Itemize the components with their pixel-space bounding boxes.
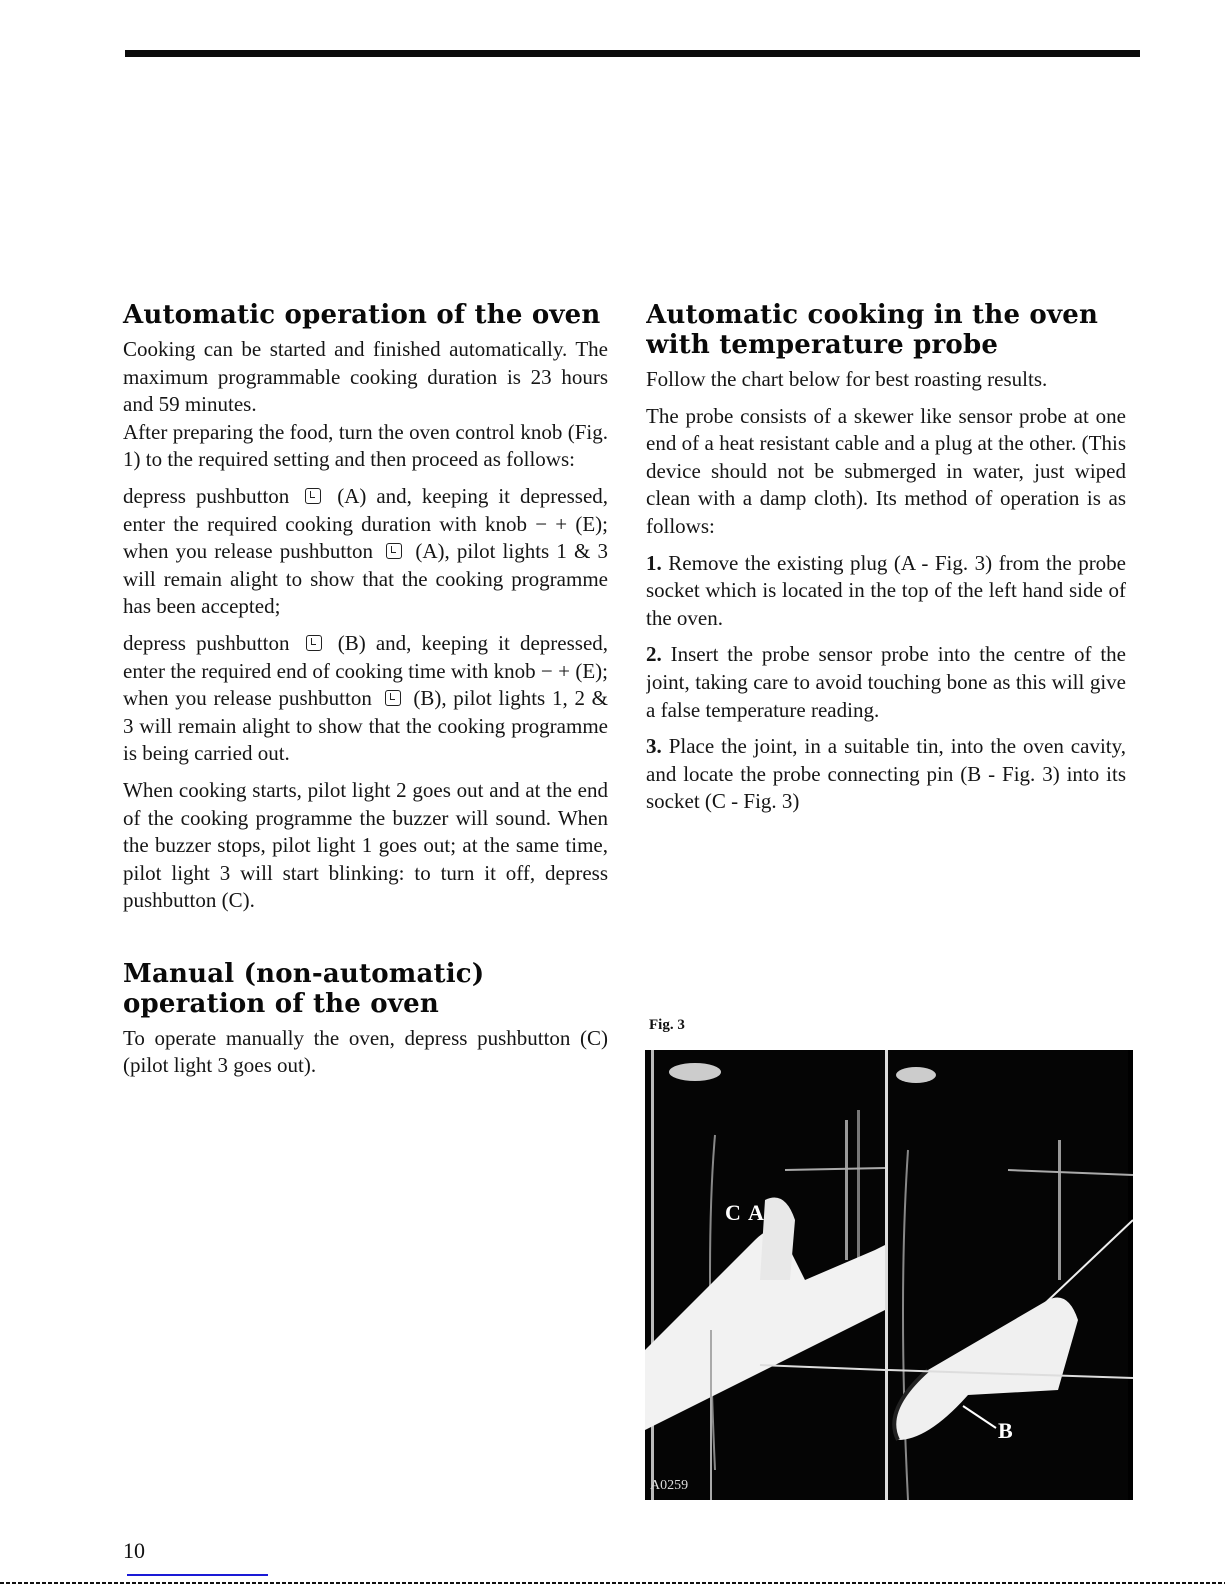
heading-automatic-operation: Automatic operation of the oven <box>123 300 601 330</box>
numbered-step <box>646 550 1126 633</box>
step-paragraph <box>123 630 608 768</box>
photo-left-illustration <box>645 1050 885 1500</box>
step-text: (A) and, keeping it depressed, enter the required cooking duration with knob − + (E); when you release pushbutton <box>123 483 609 564</box>
step-text: (A), pilot lights 1 & 3 will remain alight to show that the cooking programme has been accepted; <box>123 539 609 619</box>
heading-temperature-probe: Automatic cooking in the oven with temperature probe <box>646 300 1099 360</box>
heading-manual-operation: Manual (non-automatic) operation of the oven <box>123 958 485 1019</box>
bottom-border <box>0 1582 1225 1584</box>
callout-b: B <box>998 1418 1013 1443</box>
paragraph: Follow the chart below for best roasting results. <box>646 367 1048 391</box>
step-paragraph <box>123 483 608 621</box>
step-text: Place the joint, in a suitable tin, into the oven cavity, and locate the probe connecting pin (B - Fig. 3) into its socket (C - Fig. 3) <box>646 734 1126 814</box>
end-clock-icon <box>306 635 322 651</box>
timer-clock-icon <box>386 543 402 559</box>
step-number: 1. <box>646 550 662 575</box>
callout-c: C <box>725 1200 741 1225</box>
timer-clock-icon <box>305 488 321 504</box>
section-manual-operation <box>123 959 608 1080</box>
step-text: (B) and, keeping it depressed, enter the required end of cooking time with knob − + (E); when you release pushbutton <box>123 630 609 711</box>
step-text: (B), pilot lights 1, 2 & 3 will remain alight to show that the cooking programme is being carried out. <box>123 686 609 766</box>
photo-panel-right <box>888 1050 1128 1500</box>
step-number: 2. <box>646 642 662 667</box>
paragraph: The probe consists of a skewer like sensor probe at one end of a heat resistant cable and a plug at the other. (This device should not be submerged in water, just wiped clean with a damp cloth). Its method of operation is as follows: <box>646 403 1126 538</box>
paragraph: After preparing the food, turn the oven control knob (Fig. 1) to the required setting and then proceed as follows: <box>123 419 608 472</box>
step-text: Insert the probe sensor probe into the centre of the joint, taking care to avoid touching bone as this will give a false temperature reading. <box>646 642 1126 722</box>
figure-photo-probe <box>645 1050 1133 1500</box>
end-clock-icon <box>385 690 401 706</box>
numbered-step <box>646 733 1126 816</box>
right-column <box>646 300 1156 825</box>
figure-label: Fig. 3 <box>649 1017 685 1033</box>
page-number: 10 <box>123 1538 145 1563</box>
numbered-step <box>646 641 1126 724</box>
paragraph: When cooking starts, pilot light 2 goes out and at the end of the cooking programme the buzzer will sound. When the buzzer stops, pilot light 1 goes out; at the same time, pilot light 3 will start blinking: to turn it off, depress pushbutton (C). <box>123 777 608 913</box>
step-number: 3. <box>646 734 662 759</box>
link-underline[interactable] <box>127 1574 268 1576</box>
step-text: Remove the existing plug (A - Fig. 3) from the probe socket which is located in the top of the left hand side of the oven. <box>646 550 1127 630</box>
photo-panel-left <box>645 1050 885 1500</box>
figure-code: A0259 <box>650 1478 689 1493</box>
left-column <box>123 300 608 1089</box>
step-text: depress pushbutton <box>123 483 290 508</box>
paragraph: Cooking can be started and finished automatically. The maximum programmable cooking duration is 23 hours and 59 minutes. <box>123 337 608 417</box>
top-rule <box>125 50 1140 57</box>
paragraph: To operate manually the oven, depress pushbutton (C) (pilot light 3 goes out). <box>123 1025 608 1078</box>
callout-a: A <box>748 1200 764 1225</box>
step-text: depress pushbutton <box>123 630 290 655</box>
